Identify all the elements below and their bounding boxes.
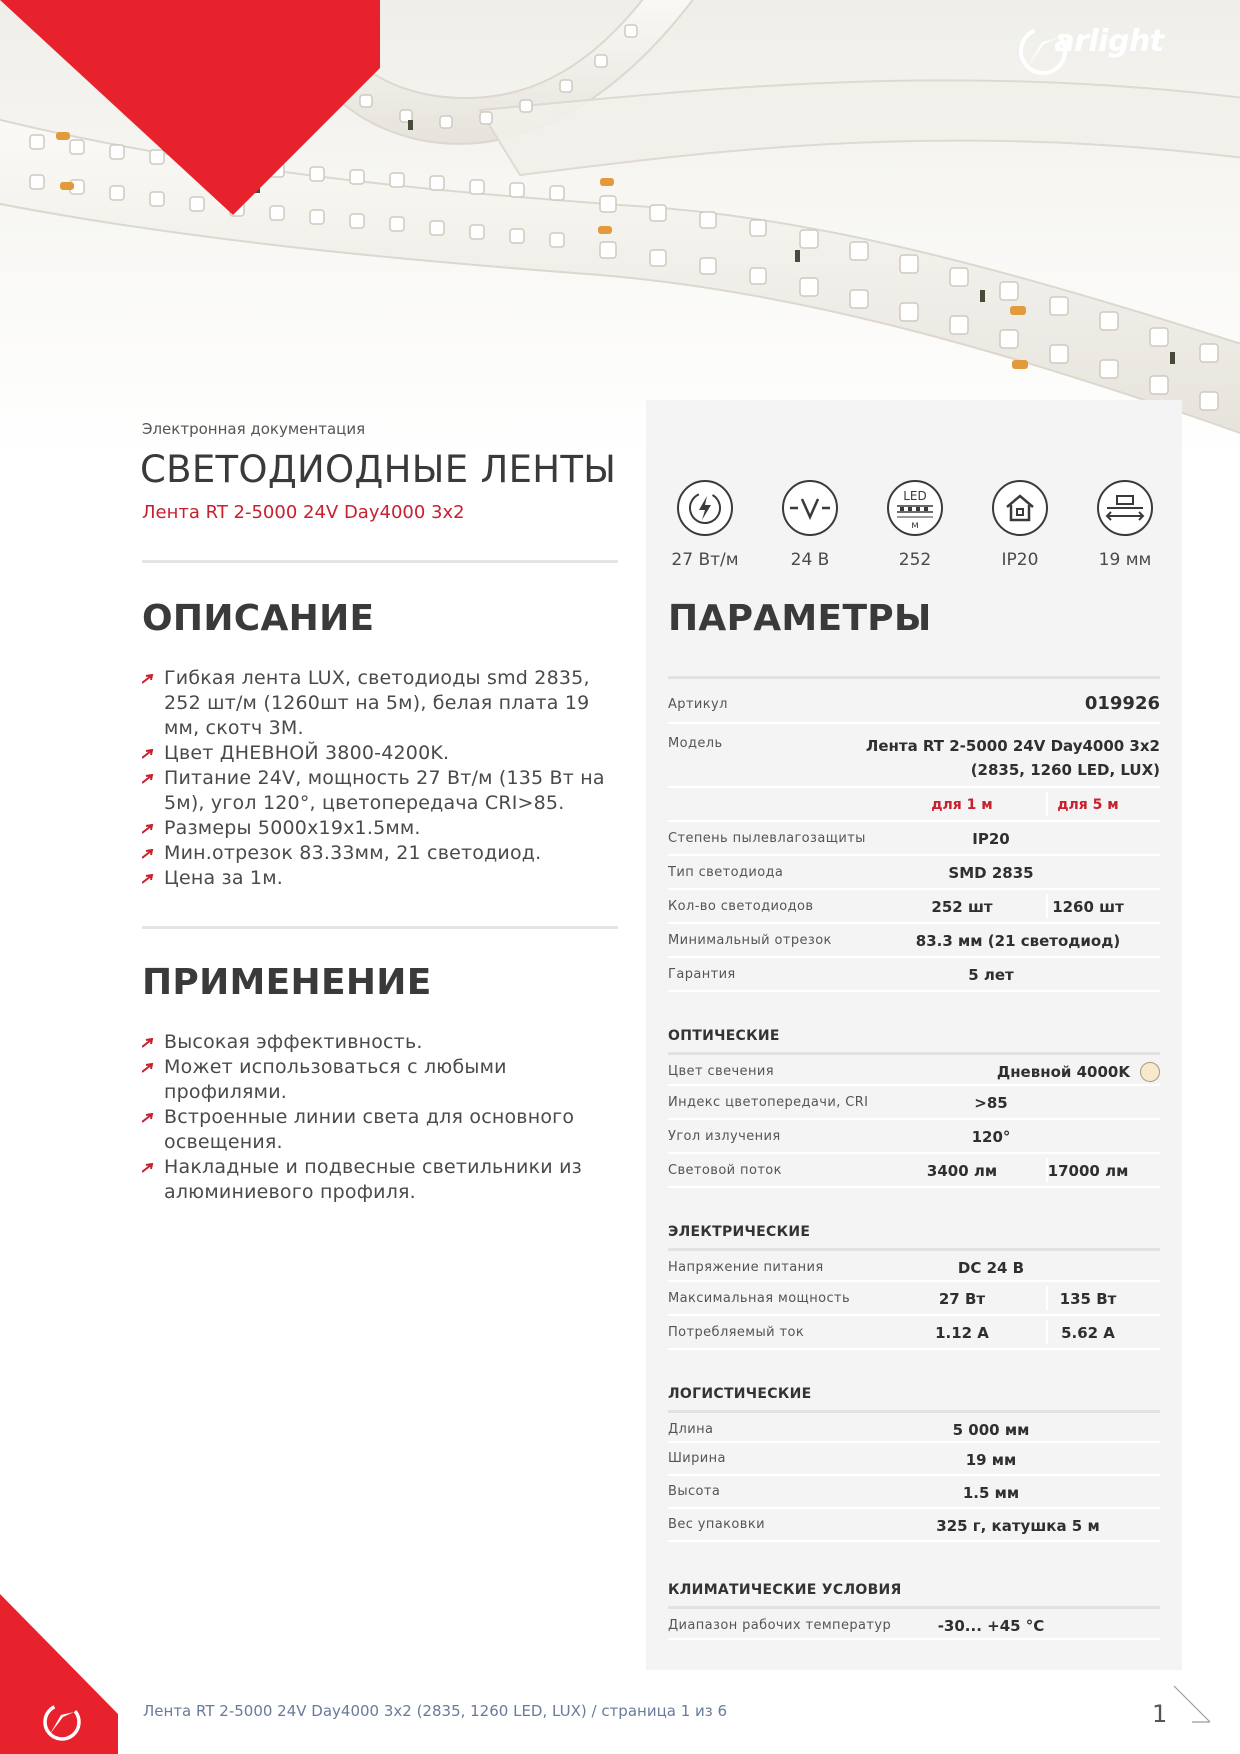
spec-icon-led-count: LED м 252 bbox=[870, 480, 960, 570]
bullet-arrow-icon bbox=[142, 674, 154, 684]
brand-name: arlight bbox=[1054, 24, 1164, 59]
arlight-swoosh-icon bbox=[1014, 22, 1072, 80]
table-row: Кол-во светодиодов 252 шт 1260 шт bbox=[668, 890, 1160, 924]
table-row: Максимальная мощность 27 Вт 135 Вт bbox=[668, 1282, 1160, 1316]
table-row: Модель Лента RT 2-5000 24V Day4000 3x2 (2835, 1260 LED, LUX) bbox=[668, 724, 1160, 788]
bullet-arrow-icon bbox=[142, 1038, 154, 1048]
climate-title: КЛИМАТИЧЕСКИЕ УСЛОВИЯ bbox=[668, 1582, 902, 1598]
spec-icon-voltage: 24 В bbox=[765, 480, 855, 570]
table-row: Артикул 019926 bbox=[668, 676, 1160, 724]
table-row: Индекс цветопередачи, CRI >85 bbox=[668, 1086, 1160, 1120]
per-1m-header: для 1 м bbox=[931, 797, 993, 813]
description-list bbox=[142, 666, 622, 891]
spec-icon-ip-rating: IP20 bbox=[975, 480, 1065, 570]
table-row: Ширина 19 мм bbox=[668, 1443, 1160, 1476]
list-item: Цена за 1м. bbox=[142, 866, 622, 891]
spec-icon-width: 19 мм bbox=[1080, 480, 1170, 570]
spec-icon-power: 27 Вт/м bbox=[660, 480, 750, 570]
table-row: Длина 5 000 мм bbox=[668, 1410, 1160, 1443]
table-row: Минимальный отрезок 83.3 мм (21 светодиод) bbox=[668, 924, 1160, 958]
optical-params-table bbox=[668, 1028, 1160, 1188]
list-item: Размеры 5000x19x1.5мм. bbox=[142, 816, 622, 841]
doc-label: Электронная документация bbox=[142, 420, 366, 438]
optical-title: ОПТИЧЕСКИЕ bbox=[668, 1028, 780, 1044]
list-item: Мин.отрезок 83.33мм, 21 светодиод. bbox=[142, 841, 622, 866]
table-row: Вес упаковки 325 г, катушка 5 м bbox=[668, 1509, 1160, 1542]
article-value: 019926 bbox=[1084, 693, 1160, 714]
bullet-arrow-icon bbox=[142, 824, 154, 834]
climate-params-table bbox=[668, 1582, 1160, 1640]
description-title: ОПИСАНИЕ bbox=[142, 598, 375, 639]
electrical-title: ЭЛЕКТРИЧЕСКИЕ bbox=[668, 1224, 811, 1240]
color-swatch bbox=[1140, 1062, 1160, 1082]
list-item: Цвет ДНЕВНОЙ 3800-4200K. bbox=[142, 741, 622, 766]
divider bbox=[142, 926, 618, 929]
page-title: СВЕТОДИОДНЫЕ ЛЕНТЫ bbox=[140, 448, 617, 491]
table-row: Световой поток 3400 лм 17000 лм bbox=[668, 1154, 1160, 1188]
table-row bbox=[668, 788, 1160, 822]
per-5m-header: для 5 м bbox=[1057, 797, 1119, 813]
brand-corner-triangle bbox=[0, 0, 380, 215]
page-corner-mark bbox=[1172, 1684, 1212, 1724]
general-params-table bbox=[668, 676, 1160, 992]
parameters-title: ПАРАМЕТРЫ bbox=[668, 598, 932, 639]
list-item: Накладные и подвесные светильники из алюминиевого профиля. bbox=[142, 1155, 622, 1205]
led-count-icon bbox=[892, 486, 938, 530]
footer-corner-triangle bbox=[0, 1594, 118, 1754]
table-row: Потребляемый ток 1.12 А 5.62 А bbox=[668, 1316, 1160, 1350]
bullet-arrow-icon bbox=[142, 774, 154, 784]
model-value: Лента RT 2-5000 24V Day4000 3x2 (2835, 1260 LED, LUX) bbox=[865, 737, 1160, 779]
list-item: Высокая эффективность. bbox=[142, 1030, 622, 1055]
application-list bbox=[142, 1030, 622, 1205]
power-icon bbox=[685, 488, 725, 528]
table-row: Угол излучения 120° bbox=[668, 1120, 1160, 1154]
table-row: Высота 1.5 мм bbox=[668, 1476, 1160, 1509]
table-row: Диапазон рабочих температур -30... +45 °С bbox=[668, 1606, 1160, 1640]
list-item: Встроенные линии света для основного освещения. bbox=[142, 1105, 622, 1155]
brand-logo[interactable] bbox=[1014, 22, 1204, 59]
bullet-arrow-icon bbox=[142, 1063, 154, 1073]
list-item: Может использоваться с любыми профилями. bbox=[142, 1055, 622, 1105]
bullet-arrow-icon bbox=[142, 1113, 154, 1123]
svg-text:LED: LED bbox=[903, 489, 927, 503]
spec-icons-row bbox=[660, 480, 1170, 570]
divider bbox=[142, 560, 618, 563]
logistic-params-table bbox=[668, 1386, 1160, 1542]
table-row: Тип светодиода SMD 2835 bbox=[668, 856, 1160, 890]
list-item: Питание 24V, мощность 27 Вт/м (135 Вт на 5м), угол 120°, цветопередача CRI>85. bbox=[142, 766, 622, 816]
table-row: Степень пылевлагозащиты IP20 bbox=[668, 822, 1160, 856]
bullet-arrow-icon bbox=[142, 749, 154, 759]
width-icon bbox=[1103, 490, 1147, 526]
hero-photo bbox=[0, 0, 1240, 460]
application-title: ПРИМЕНЕНИЕ bbox=[142, 962, 432, 1003]
table-row: Напряжение питания DC 24 В bbox=[668, 1248, 1160, 1282]
bullet-arrow-icon bbox=[142, 1163, 154, 1173]
bullet-arrow-icon bbox=[142, 849, 154, 859]
bullet-arrow-icon bbox=[142, 874, 154, 884]
table-row: Цвет свечения Дневной 4000K bbox=[668, 1052, 1160, 1086]
logistic-title: ЛОГИСТИЧЕСКИЕ bbox=[668, 1386, 812, 1402]
table-row: Гарантия 5 лет bbox=[668, 958, 1160, 992]
svg-text:м: м bbox=[911, 520, 919, 530]
ip-rating-icon bbox=[1002, 490, 1038, 526]
electrical-params-table bbox=[668, 1224, 1160, 1350]
list-item: Гибкая лента LUX, светодиоды smd 2835, 252 шт/м (1260шт на 5м), белая плата 19 мм, скотч 3М. bbox=[142, 666, 622, 741]
product-subtitle: Лента RT 2-5000 24V Day4000 3x2 bbox=[142, 502, 465, 523]
page-number: 1 bbox=[1152, 1700, 1168, 1728]
voltage-icon bbox=[788, 488, 832, 528]
footer-product-line: Лента RT 2-5000 24V Day4000 3x2 (2835, 1260 LED, LUX) / страница 1 из 6 bbox=[143, 1702, 728, 1720]
